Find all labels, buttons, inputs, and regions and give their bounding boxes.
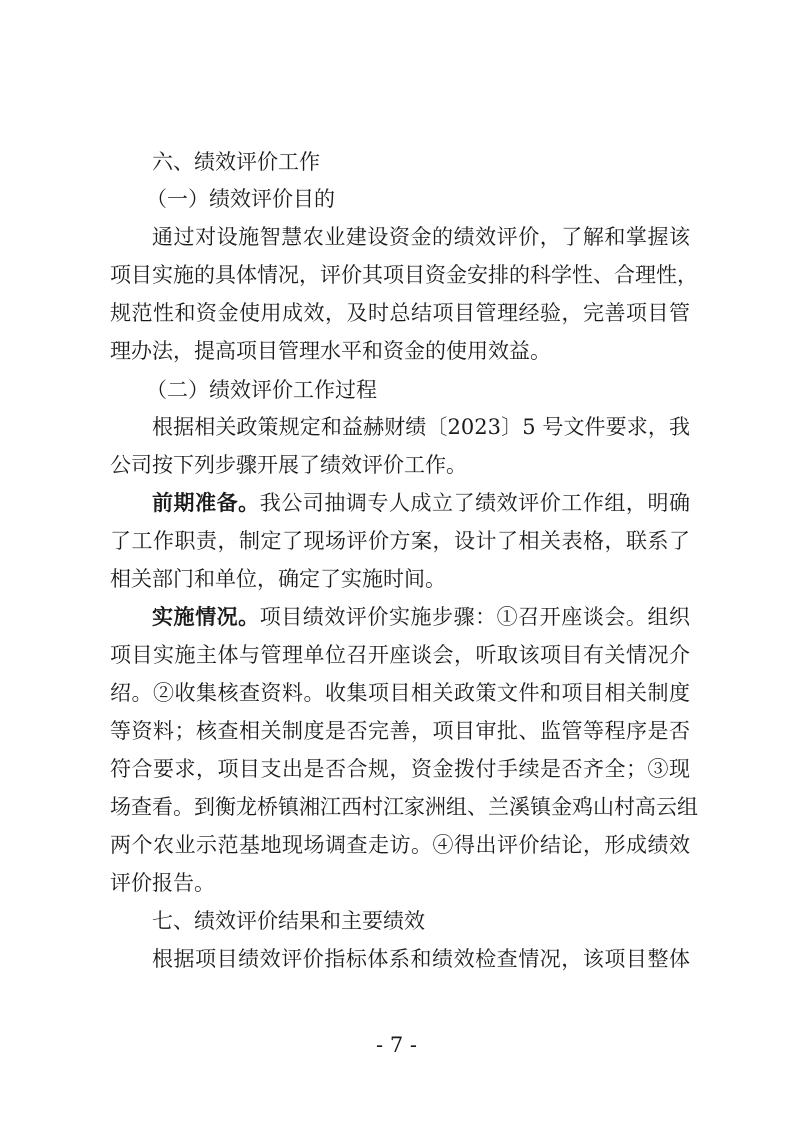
paragraph-lead-implementation: 实施情况。 — [152, 604, 260, 629]
paragraph-line: 项目实施主体与管理单位召开座谈会，听取该项目有关情况介 — [110, 643, 690, 667]
section-heading-six: 六、绩效评价工作 — [152, 150, 320, 174]
paragraph-line: 理办法，提高项目管理水平和资金的使用效益。 — [110, 339, 551, 363]
paragraph-line: 了工作职责，制定了现场评价方案，设计了相关表格，联系了 — [110, 529, 690, 553]
paragraph-line: 评价报告。 — [110, 871, 215, 895]
paragraph-line: 等资料；核查相关制度是否完善，项目审批、监管等程序是否 — [110, 719, 690, 743]
paragraph-line: 场查看。到衡龙桥镇湘江西村江家洲组、兰溪镇金鸡山村高云组 — [110, 795, 698, 819]
paragraph-line: 通过对设施智慧农业建设资金的绩效评价，了解和掌握该 — [152, 225, 690, 249]
paragraph-text: 项目绩效评价实施步骤：①召开座谈会。组织 — [259, 605, 691, 629]
paragraph-line-with-lead — [152, 604, 690, 630]
page-number: - 7 - — [376, 1033, 417, 1057]
paragraph-line: 公司按下列步骤开展了绩效评价工作。 — [110, 453, 467, 477]
subsection-heading-process: （二）绩效评价工作过程 — [146, 378, 377, 402]
paragraph-line: 规范性和资金使用成效，及时总结项目管理经验，完善项目管 — [110, 301, 690, 325]
paragraph-line: 项目实施的具体情况，评价其项目资金安排的科学性、合理性， — [110, 263, 698, 287]
paragraph-text: 我公司抽调专人成立了绩效评价工作组，明确 — [259, 491, 691, 515]
paragraph-line: 根据项目绩效评价指标体系和绩效检查情况，该项目整体 — [152, 947, 690, 971]
paragraph-line: 两个农业示范基地现场调查走访。④得出评价结论，形成绩效 — [110, 833, 690, 857]
paragraph-line: 相关部门和单位，确定了实施时间。 — [110, 567, 446, 591]
subsection-heading-purpose: （一）绩效评价目的 — [146, 187, 335, 211]
paragraph-line: 符合要求，项目支出是否合规，资金拨付手续是否齐全；③现 — [110, 757, 690, 781]
paragraph-line: 根据相关政策规定和益赫财绩〔2023〕5 号文件要求，我 — [152, 415, 690, 439]
paragraph-line: 绍。②收集核查资料。收集项目相关政策文件和项目相关制度 — [110, 681, 690, 705]
section-heading-seven: 七、绩效评价结果和主要绩效 — [152, 909, 425, 933]
paragraph-lead-preparation: 前期准备。 — [152, 490, 260, 515]
paragraph-line-with-lead — [152, 490, 690, 516]
